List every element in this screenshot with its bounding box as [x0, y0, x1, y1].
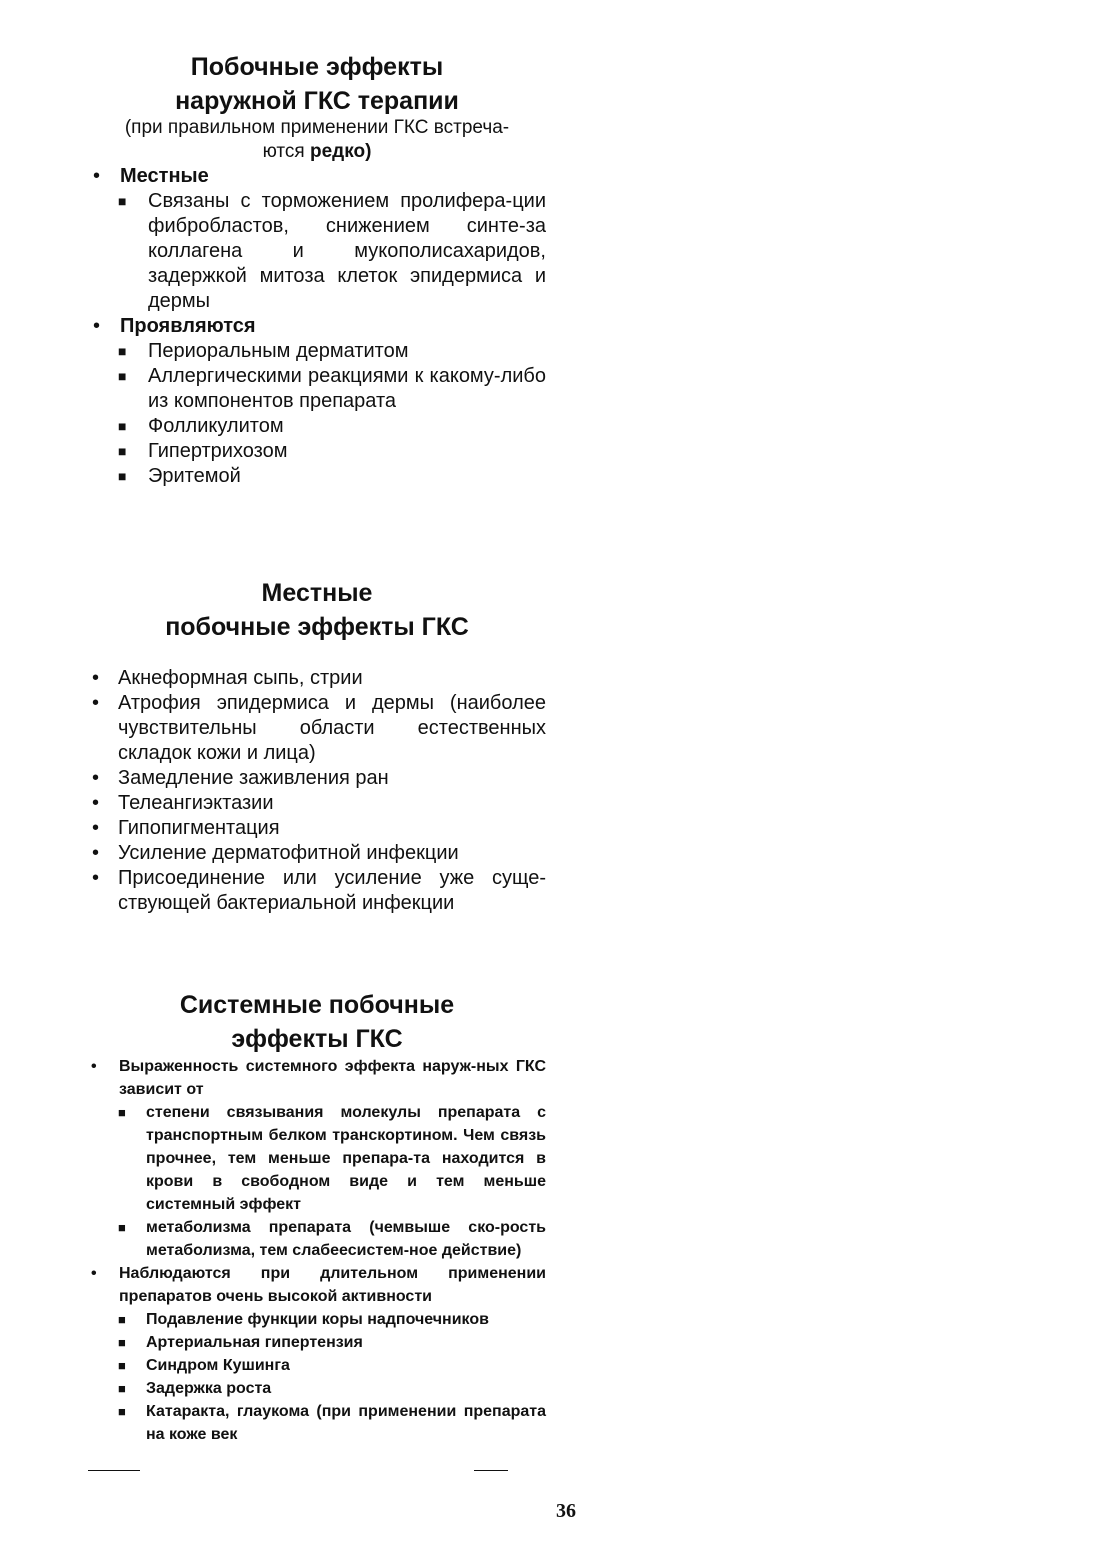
section3-list	[88, 1055, 546, 1446]
square-marker: ■	[118, 1105, 126, 1120]
section2-title-line2: побочные эффекты ГКС	[165, 613, 469, 641]
list-item: • Наблюдаются при длительном применении препаратов очень высокой активности	[88, 1262, 546, 1308]
bullet-marker: •	[91, 1265, 97, 1282]
section3-title-line1: Системные побочные	[179, 991, 455, 1019]
bullet-marker: •	[92, 667, 100, 689]
square-marker: ■	[118, 1381, 126, 1396]
list-item-local: • Местные	[93, 165, 209, 187]
section1-subtitle-emphasis: редко)	[309, 141, 372, 162]
list-item: ■ Подавление функции коры надпочечников	[88, 1308, 546, 1331]
section3-title-line2: эффекты ГКС	[231, 1025, 403, 1053]
section2-title-line1: Местные	[261, 579, 373, 607]
section1-subtitle	[88, 116, 546, 164]
list-item: • Замедление заживления ран	[92, 767, 389, 789]
list-item: ■ Гипертрихозом	[118, 440, 288, 462]
bullet-marker: •	[92, 692, 100, 714]
square-marker: ■	[118, 468, 127, 484]
list-item-manifest: • Проявляются	[93, 315, 256, 337]
list-item: ■ Периоральным дерматитом	[118, 340, 409, 362]
square-marker: ■	[118, 418, 127, 434]
list-item: ■ Задержка роста	[88, 1377, 546, 1400]
list-item: ■ Аллергическими реакциями к какому-либо из компонентов препарата	[118, 365, 546, 412]
list-item: ■ Связаны с торможением пролифера-ции фибробластов, снижением синте-за коллагена и мукополисахаридов, задержкой митоза клеток эпидермиса и дермы	[118, 190, 546, 312]
bullet-marker: •	[92, 867, 100, 889]
square-marker: ■	[118, 443, 127, 459]
list-item: • Атрофия эпидермиса и дермы (наиболее чувствительны области естественных складок кожи и лица)	[92, 692, 546, 764]
list-item: • Усиление дерматофитной инфекции	[92, 842, 459, 864]
list-item: ■ Катаракта, глаукома (при применении препарата на коже век	[88, 1400, 546, 1446]
square-marker: ■	[118, 343, 127, 359]
section2-title	[88, 576, 546, 644]
list-item: ■ метаболизма препарата (чемвыше ско-рость метаболизма, тем слабеесистем-ное действие)	[88, 1216, 546, 1262]
list-item: • Присоединение или усиление уже суще-ствующей бактериальной инфекции	[92, 867, 546, 914]
section1-title-line1: Побочные эффекты	[190, 53, 444, 81]
list-item: ■ Фолликулитом	[118, 415, 284, 437]
bullet-marker: •	[92, 767, 100, 789]
section3-title	[88, 988, 546, 1056]
square-marker: ■	[118, 1404, 126, 1419]
list-item: ■ Эритемой	[118, 465, 241, 487]
list-item: ■ Артериальная гипертензия	[88, 1331, 546, 1354]
list-item: • Акнеформная сыпь, стрии	[92, 667, 363, 689]
bullet-marker: •	[92, 817, 100, 839]
section1-list	[88, 164, 546, 489]
square-marker: ■	[118, 1358, 126, 1373]
list-item: • Телеангиэктазии	[92, 792, 274, 814]
list-item: • Выраженность системного эффекта наруж-ных ГКС зависит от	[88, 1055, 546, 1101]
bullet-marker: •	[93, 165, 101, 187]
bullet-marker: •	[91, 1058, 97, 1075]
footer-rule-right	[474, 1470, 508, 1471]
bullet-marker: •	[93, 315, 101, 337]
section1-title	[88, 50, 546, 118]
square-marker: ■	[118, 1335, 126, 1350]
square-marker: ■	[118, 1220, 126, 1235]
list-item: ■ Синдром Кушинга	[88, 1354, 546, 1377]
section1-title-line2: наружной ГКС терапии	[175, 87, 459, 115]
footer-rule-left	[88, 1470, 140, 1471]
section1-subtitle-line2: ются	[262, 141, 310, 162]
section2-list	[88, 666, 546, 916]
bullet-marker: •	[92, 792, 100, 814]
square-marker: ■	[118, 193, 127, 209]
list-item: • Гипопигментация	[92, 817, 280, 839]
square-marker: ■	[118, 368, 127, 384]
square-marker: ■	[118, 1312, 126, 1327]
page-number: 36	[556, 1500, 576, 1522]
section1-subtitle-line1: (при правильном применении ГКС встреча-	[124, 117, 510, 138]
bullet-marker: •	[92, 842, 100, 864]
list-item: ■ степени связывания молекулы препарата с транспортным белком транскортином. Чем связь прочнее, тем меньше препара-та находится в крови в свободном виде и тем меньше системный эффект	[88, 1101, 546, 1216]
